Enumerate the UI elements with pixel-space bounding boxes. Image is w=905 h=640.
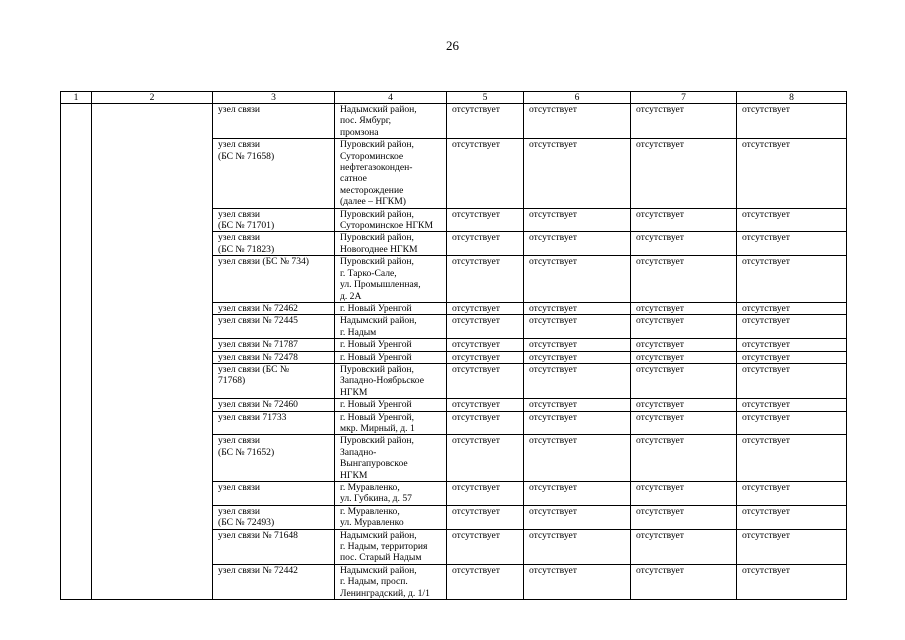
column-6-cell: отсутствует <box>524 104 631 139</box>
object-name-cell: узел связи (БС № 71768) <box>213 363 335 398</box>
column-6-cell: отсутствует <box>524 232 631 256</box>
column-7-cell: отсутствует <box>631 411 737 435</box>
column-6-cell: отсутствует <box>524 505 631 529</box>
location-cell: г. Новый Уренгой <box>335 302 447 314</box>
column-6-cell: отсутствует <box>524 256 631 303</box>
column-8-cell: отсутствует <box>737 139 847 208</box>
location-cell: Пуровский район, Сутороминское НГКМ <box>335 208 447 232</box>
object-name-cell: узел связи <box>213 104 335 139</box>
object-name-cell: узел связи (БС № 72493) <box>213 505 335 529</box>
location-cell: г. Новый Уренгой, мкр. Мирный, д. 1 <box>335 411 447 435</box>
column-7-cell: отсутствует <box>631 505 737 529</box>
column-7-cell: отсутствует <box>631 351 737 363</box>
column-7-cell: отсутствует <box>631 529 737 564</box>
column-7-cell: отсутствует <box>631 208 737 232</box>
column-8-cell: отсутствует <box>737 232 847 256</box>
column-8-cell: отсутствует <box>737 351 847 363</box>
object-name-cell: узел связи <box>213 482 335 506</box>
object-name-cell: узел связи № 72442 <box>213 564 335 599</box>
location-cell: Пуровский район, г. Тарко-Сале, ул. Промышленная, д. 2А <box>335 256 447 303</box>
column-5-cell: отсутствует <box>447 564 524 599</box>
empty-merged-cell-col2 <box>92 104 213 600</box>
column-7-cell: отсутствует <box>631 232 737 256</box>
column-5-cell: отсутствует <box>447 139 524 208</box>
column-7-cell: отсутствует <box>631 435 737 482</box>
column-header: 6 <box>524 92 631 104</box>
column-8-cell: отсутствует <box>737 104 847 139</box>
column-5-cell: отсутствует <box>447 505 524 529</box>
object-name-cell: узел связи № 72462 <box>213 302 335 314</box>
column-6-cell: отсутствует <box>524 302 631 314</box>
object-name-cell: узел связи (БС № 71701) <box>213 208 335 232</box>
column-header: 5 <box>447 92 524 104</box>
location-cell: Надымский район, г. Надым, просп. Ленинградский, д. 1/1 <box>335 564 447 599</box>
column-7-cell: отсутствует <box>631 315 737 339</box>
location-cell: Пуровский район, Западно-Ноябрьское НГКМ <box>335 363 447 398</box>
column-7-cell: отсутствует <box>631 104 737 139</box>
column-7-cell: отсутствует <box>631 363 737 398</box>
object-name-cell: узел связи № 72478 <box>213 351 335 363</box>
column-6-cell: отсутствует <box>524 363 631 398</box>
column-6-cell: отсутствует <box>524 208 631 232</box>
column-6-cell: отсутствует <box>524 315 631 339</box>
column-6-cell: отсутствует <box>524 399 631 411</box>
column-8-cell: отсутствует <box>737 315 847 339</box>
object-name-cell: узел связи № 71787 <box>213 339 335 351</box>
column-8-cell: отсутствует <box>737 208 847 232</box>
column-5-cell: отсутствует <box>447 104 524 139</box>
column-8-cell: отсутствует <box>737 435 847 482</box>
column-7-cell: отсутствует <box>631 399 737 411</box>
column-8-cell: отсутствует <box>737 505 847 529</box>
column-header: 4 <box>335 92 447 104</box>
page-number: 26 <box>446 38 459 53</box>
column-7-cell: отсутствует <box>631 482 737 506</box>
column-6-cell: отсутствует <box>524 351 631 363</box>
column-5-cell: отсутствует <box>447 482 524 506</box>
column-6-cell: отсутствует <box>524 339 631 351</box>
column-5-cell: отсутствует <box>447 363 524 398</box>
column-8-cell: отсутствует <box>737 564 847 599</box>
column-5-cell: отсутствует <box>447 435 524 482</box>
data-table <box>60 91 847 600</box>
column-5-cell: отсутствует <box>447 232 524 256</box>
object-name-cell: узел связи № 71648 <box>213 529 335 564</box>
location-cell: Надымский район, г. Надым, территория пос. Старый Надым <box>335 529 447 564</box>
object-name-cell: узел связи № 72445 <box>213 315 335 339</box>
column-header: 1 <box>61 92 92 104</box>
location-cell: г. Новый Уренгой <box>335 339 447 351</box>
empty-merged-cell-col1 <box>61 104 92 600</box>
location-cell: Пуровский район, Западно- Вынгапуровское НГКМ <box>335 435 447 482</box>
location-cell: Надымский район, пос. Ямбург, промзона <box>335 104 447 139</box>
table-row <box>61 104 847 139</box>
column-header: 8 <box>737 92 847 104</box>
column-8-cell: отсутствует <box>737 339 847 351</box>
table-header-row <box>61 92 847 104</box>
column-6-cell: отсутствует <box>524 564 631 599</box>
column-7-cell: отсутствует <box>631 339 737 351</box>
column-header: 3 <box>213 92 335 104</box>
column-5-cell: отсутствует <box>447 256 524 303</box>
column-6-cell: отсутствует <box>524 482 631 506</box>
object-name-cell: узел связи (БС № 71823) <box>213 232 335 256</box>
column-5-cell: отсутствует <box>447 399 524 411</box>
table-body <box>61 104 847 600</box>
column-6-cell: отсутствует <box>524 139 631 208</box>
column-7-cell: отсутствует <box>631 302 737 314</box>
column-8-cell: отсутствует <box>737 302 847 314</box>
column-7-cell: отсутствует <box>631 139 737 208</box>
object-name-cell: узел связи № 72460 <box>213 399 335 411</box>
column-header: 2 <box>92 92 213 104</box>
column-8-cell: отсутствует <box>737 529 847 564</box>
location-cell: г. Муравленко, ул. Муравленко <box>335 505 447 529</box>
column-5-cell: отсутствует <box>447 529 524 564</box>
location-cell: Надымский район, г. Надым <box>335 315 447 339</box>
location-cell: г. Муравленко, ул. Губкина, д. 57 <box>335 482 447 506</box>
column-8-cell: отсутствует <box>737 482 847 506</box>
column-5-cell: отсутствует <box>447 339 524 351</box>
column-7-cell: отсутствует <box>631 256 737 303</box>
location-cell: г. Новый Уренгой <box>335 399 447 411</box>
column-8-cell: отсутствует <box>737 399 847 411</box>
column-5-cell: отсутствует <box>447 208 524 232</box>
column-5-cell: отсутствует <box>447 411 524 435</box>
object-name-cell: узел связи 71733 <box>213 411 335 435</box>
column-8-cell: отсутствует <box>737 363 847 398</box>
location-cell: г. Новый Уренгой <box>335 351 447 363</box>
location-cell: Пуровский район, Сутороминское нефтегазоконден- сатное месторождение (далее – НГКМ) <box>335 139 447 208</box>
location-cell: Пуровский район, Новогоднее НГКМ <box>335 232 447 256</box>
object-name-cell: узел связи (БС № 71658) <box>213 139 335 208</box>
column-6-cell: отсутствует <box>524 411 631 435</box>
column-7-cell: отсутствует <box>631 564 737 599</box>
column-8-cell: отсутствует <box>737 256 847 303</box>
column-6-cell: отсутствует <box>524 529 631 564</box>
column-header: 7 <box>631 92 737 104</box>
column-6-cell: отсутствует <box>524 435 631 482</box>
column-5-cell: отсутствует <box>447 302 524 314</box>
column-5-cell: отсутствует <box>447 315 524 339</box>
object-name-cell: узел связи (БС № 71652) <box>213 435 335 482</box>
column-5-cell: отсутствует <box>447 351 524 363</box>
column-8-cell: отсутствует <box>737 411 847 435</box>
object-name-cell: узел связи (БС № 734) <box>213 256 335 303</box>
